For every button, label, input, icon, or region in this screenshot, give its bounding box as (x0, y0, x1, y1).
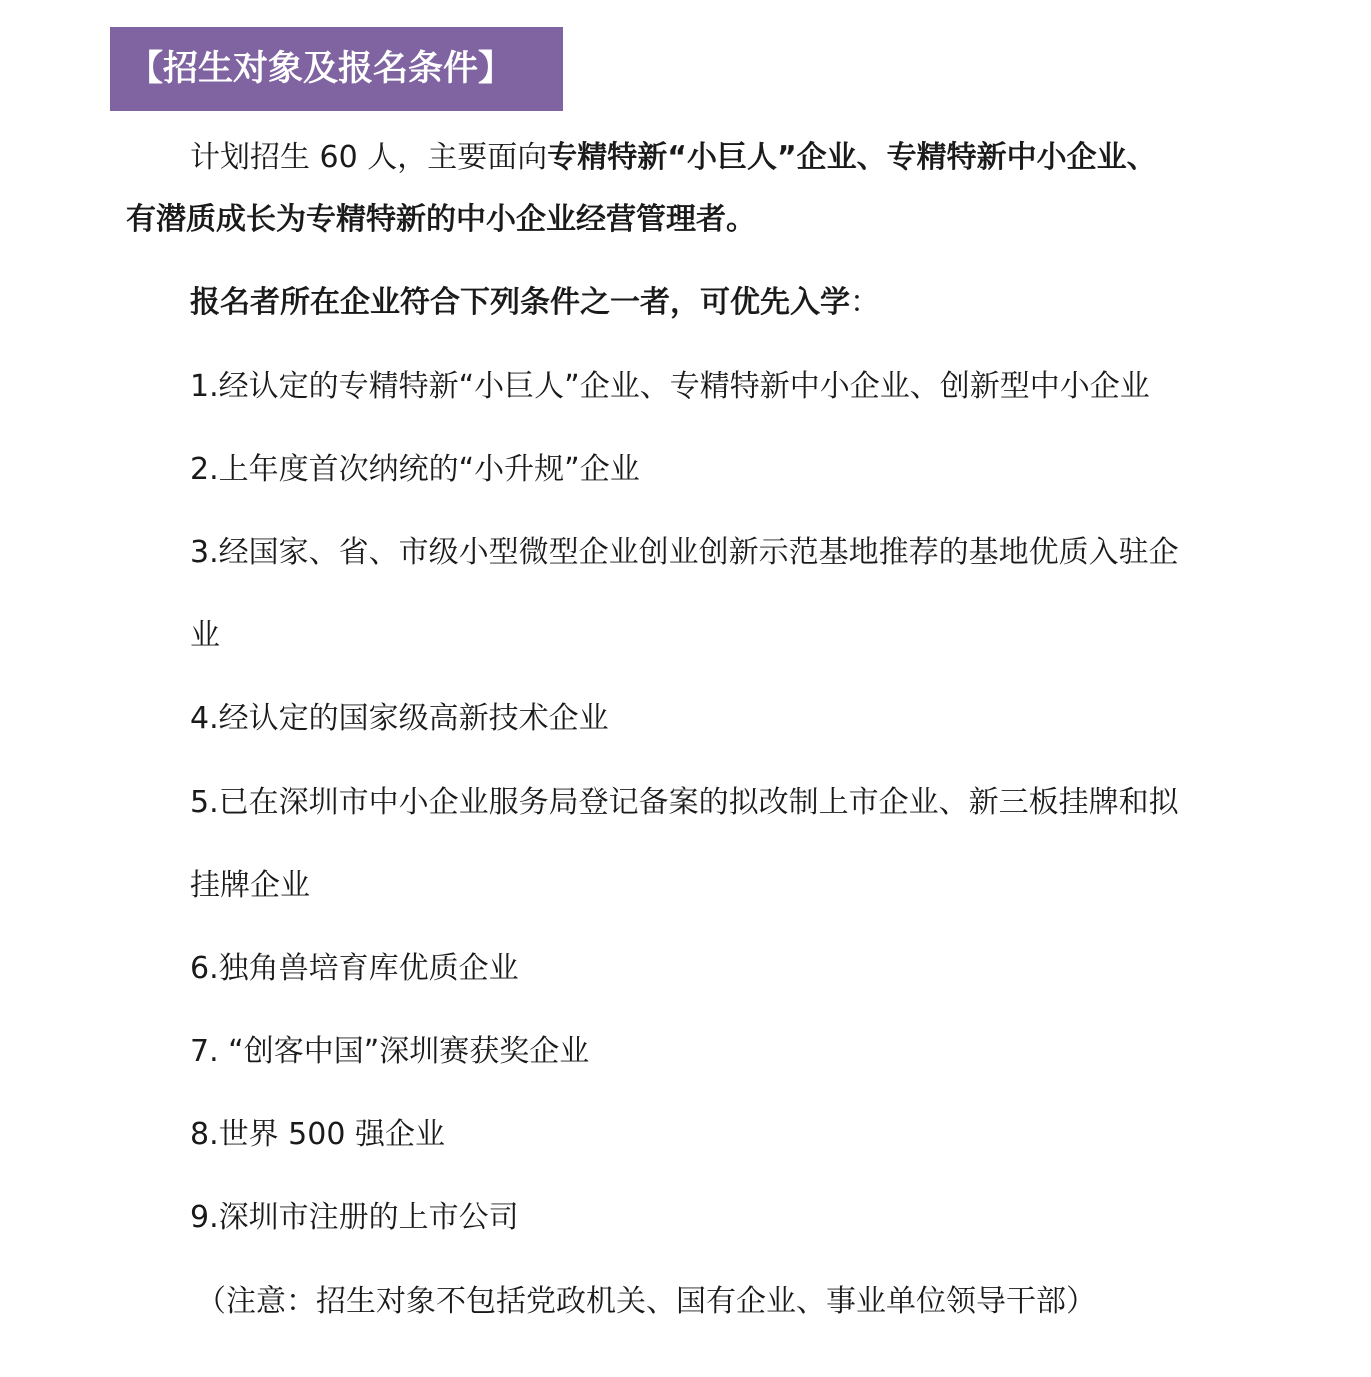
intro-line-1 (190, 138, 1157, 178)
condition-6: 6.独角兽培育库优质企业 (190, 951, 519, 986)
intro-bold-line-1: 专精特新“小巨人”企业、专精特新中小企业、 (547, 140, 1157, 175)
condition-8: 8.世界 500 强企业 (190, 1117, 445, 1152)
condition-3-line-2: 业 (190, 618, 220, 653)
priority-heading-text: 报名者所在企业符合下列条件之一者，可优先入学 (190, 285, 850, 320)
condition-1: 1.经认定的专精特新“小巨人”企业、专精特新中小企业、创新型中小企业 (190, 369, 1150, 404)
condition-9: 9.深圳市注册的上市公司 (190, 1200, 519, 1235)
condition-5-line-2: 挂牌企业 (190, 868, 310, 903)
priority-heading-colon: ： (850, 285, 880, 320)
condition-7: 7. “创客中国”深圳赛获奖企业 (190, 1034, 590, 1069)
section-title: 【招生对象及报名条件】 (110, 27, 563, 111)
condition-2: 2.上年度首次纳统的“小升规”企业 (190, 452, 640, 487)
note: （注意：招生对象不包括党政机关、国有企业、事业单位领导干部） (196, 1284, 1096, 1319)
condition-3-line-1: 3.经国家、省、市级小型微型企业创业创新示范基地推荐的基地优质入驻企 (190, 535, 1179, 570)
intro-line-2: 有潜质成长为专精特新的中小企业经营管理者。 (126, 202, 756, 237)
condition-5-line-1: 5.已在深圳市中小企业服务局登记备案的拟改制上市企业、新三板挂牌和拟 (190, 785, 1179, 820)
condition-4: 4.经认定的国家级高新技术企业 (190, 701, 609, 736)
intro-prefix: 计划招生 60 人，主要面向 (190, 140, 548, 175)
priority-heading (190, 283, 880, 323)
